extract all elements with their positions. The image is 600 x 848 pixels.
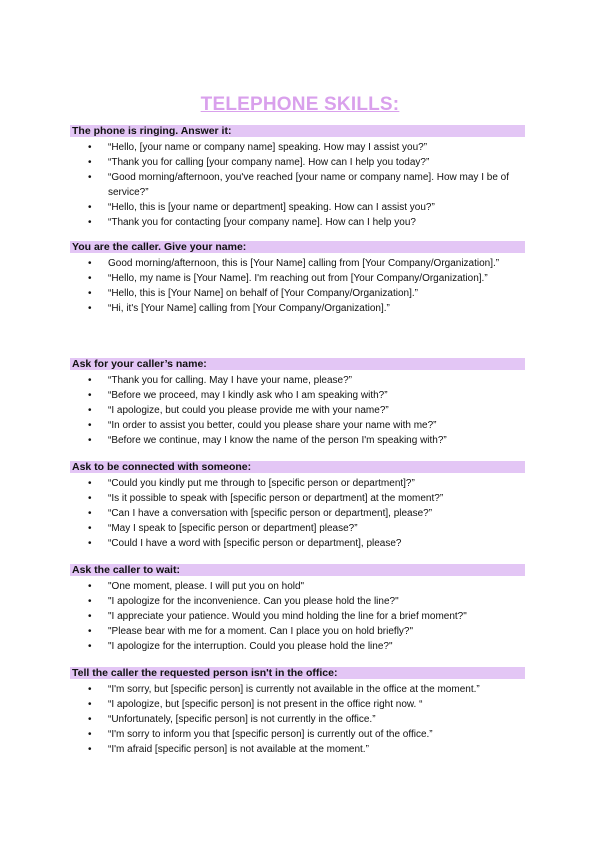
bullet-icon: • [88, 435, 92, 446]
bullet-icon: • [88, 508, 92, 519]
list-item: • “Unfortunately, [specific person] is not currently in the office.” [88, 714, 376, 725]
list-item: • "Please bear with me for a moment. Can I place you on hold briefly?" [88, 626, 414, 637]
section-heading: The phone is ringing. Answer it: [70, 125, 525, 137]
bullet-icon: • [88, 581, 92, 592]
list-item: • “Thank you for contacting [your company name]. How can I help you? [88, 217, 416, 228]
list-item: • “Thank you for calling [your company name]. How can I help you today?” [88, 157, 430, 168]
phrase-list [70, 579, 525, 654]
list-item: • "One moment, please. I will put you on hold" [88, 581, 305, 592]
bullet-icon: • [88, 258, 92, 269]
bullet-icon: • [88, 641, 92, 652]
bullet-icon: • [88, 405, 92, 416]
list-item: • "I appreciate your patience. Would you mind holding the line for a brief moment?" [88, 611, 467, 622]
section-heading: Ask for your caller’s name: [70, 358, 525, 370]
list-item: • “Hi, it's [Your Name] calling from [Your Company/Organization].” [88, 303, 390, 314]
bullet-icon: • [88, 493, 92, 504]
bullet-icon: • [88, 699, 92, 710]
phrase-list [70, 140, 525, 230]
list-item: • “I'm sorry, but [specific person] is currently not available in the office at the moment.” [88, 684, 480, 695]
list-item: • “Can I have a conversation with [specific person or department], please?” [88, 508, 433, 519]
bullet-icon: • [88, 478, 92, 489]
list-item: • “Hello, my name is [Your Name]. I'm reaching out from [Your Company/Organization].” [88, 273, 488, 284]
bullet-icon: • [88, 523, 92, 534]
list-item: • “Could you kindly put me through to [specific person or department]?” [88, 478, 415, 489]
bullet-icon: • [88, 273, 92, 284]
bullet-icon: • [88, 420, 92, 431]
bullet-icon: • [88, 684, 92, 695]
phrase-list [70, 682, 525, 757]
bullet-icon: • [88, 375, 92, 386]
list-item: • “I'm sorry to inform you that [specific person] is currently out of the office.” [88, 729, 433, 740]
section-person-not-in-office [70, 667, 525, 757]
list-item: • "I apologize for the inconvenience. Can you please hold the line?" [88, 596, 399, 607]
bullet-icon: • [88, 303, 92, 314]
bullet-icon: • [88, 611, 92, 622]
bullet-icon: • [88, 596, 92, 607]
list-item: • “Before we continue, may I know the name of the person I'm speaking with?” [88, 435, 447, 446]
bullet-icon: • [88, 157, 92, 168]
bullet-icon: • [88, 288, 92, 299]
list-item: • “Thank you for calling. May I have your name, please?” [88, 375, 353, 386]
section-heading: Tell the caller the requested person isn't in the office: [70, 667, 525, 679]
list-item: • “May I speak to [specific person or department] please?” [88, 523, 358, 534]
bullet-icon: • [88, 217, 92, 228]
list-item: • “Hello, [your name or company name] speaking. How may I assist you?” [88, 142, 428, 153]
phrase-list [70, 373, 525, 448]
bullet-icon: • [88, 538, 92, 549]
list-item: • “Good morning/afternoon, you've reached [your name or company name]. How may I be of service?” [88, 172, 510, 198]
section-answer-phone [70, 125, 525, 230]
section-heading: You are the caller. Give your name: [70, 241, 525, 253]
phrase-list [70, 256, 525, 316]
page-title: TELEPHONE SKILLS: [200, 94, 400, 115]
list-item: • “I apologize, but [specific person] is not present in the office right now. “ [88, 699, 423, 710]
list-item: • “In order to assist you better, could you please share your name with me?” [88, 420, 437, 431]
bullet-icon: • [88, 172, 92, 183]
list-item: • "I apologize for the interruption. Could you please hold the line?" [88, 641, 393, 652]
bullet-icon: • [88, 729, 92, 740]
phrase-list [70, 476, 525, 551]
list-item: • “Hello, this is [Your Name] on behalf of [Your Company/Organization].” [88, 288, 418, 299]
list-item: • “Could I have a word with [specific person or department], please? [88, 538, 402, 549]
section-heading: Ask the caller to wait: [70, 564, 525, 576]
list-item: • “Hello, this is [your name or department] speaking. How can I assist you?” [88, 202, 435, 213]
bullet-icon: • [88, 202, 92, 213]
list-item: • Good morning/afternoon, this is [Your Name] calling from [Your Company/Organization].” [88, 258, 500, 269]
bullet-icon: • [88, 142, 92, 153]
bullet-icon: • [88, 390, 92, 401]
list-item: • “Is it possible to speak with [specific person or department] at the moment?” [88, 493, 444, 504]
list-item: • “Before we proceed, may I kindly ask who I am speaking with?” [88, 390, 388, 401]
bullet-icon: • [88, 626, 92, 637]
section-ask-caller-name [70, 358, 525, 448]
section-give-name [70, 241, 525, 316]
section-heading: Ask to be connected with someone: [70, 461, 525, 473]
list-item: • “I apologize, but could you please provide me with your name?” [88, 405, 389, 416]
section-ask-wait [70, 564, 525, 654]
list-item: • “I'm afraid [specific person] is not available at the moment.” [88, 744, 369, 755]
bullet-icon: • [88, 714, 92, 725]
section-ask-connect [70, 461, 525, 551]
bullet-icon: • [88, 744, 92, 755]
